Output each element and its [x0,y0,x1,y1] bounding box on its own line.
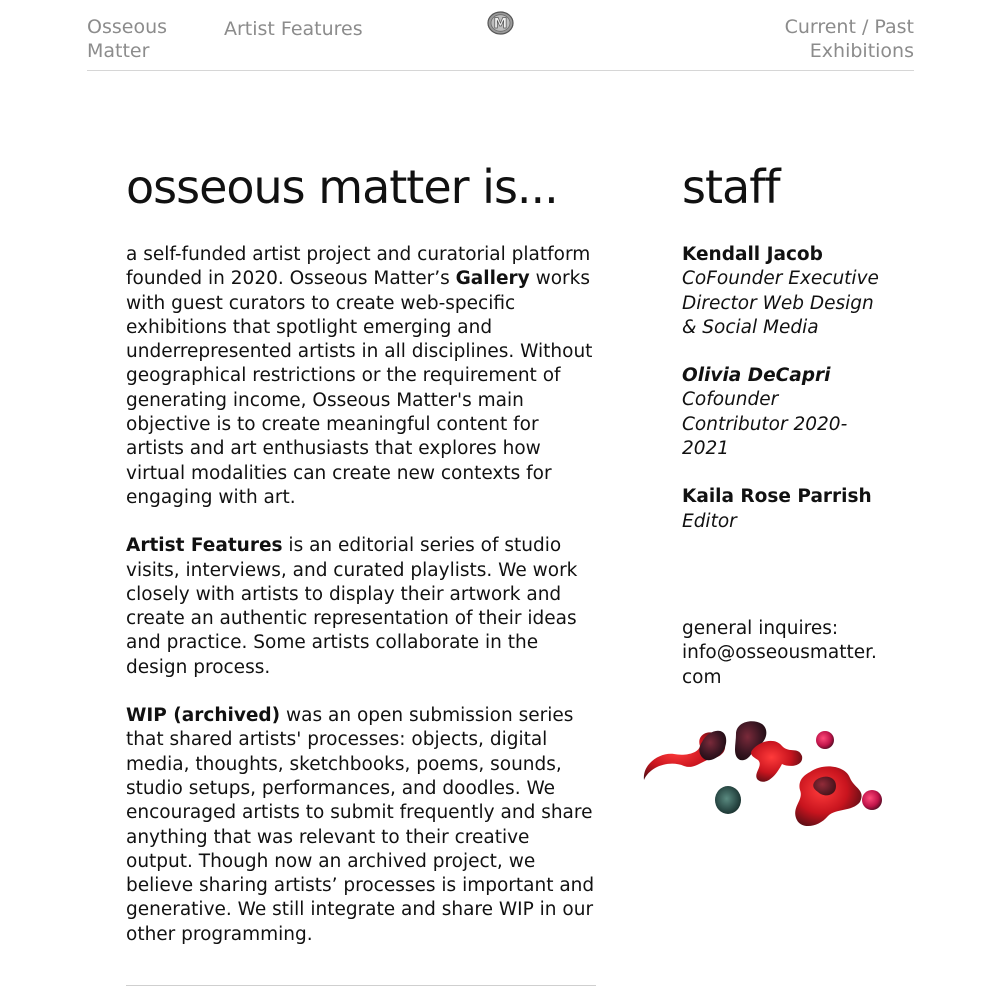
staff-member [682,364,882,461]
about-body [126,243,598,971]
art-blob [816,731,834,749]
staff-member-role: Editor [682,510,737,532]
nav-artist-features-link[interactable]: Artist Features [224,18,363,40]
staff-member-name: Kaila Rose Parrish [682,486,872,508]
artist-features-label: Artist Features [126,535,283,557]
art-blob [715,786,741,814]
staff-title: staff [682,160,780,214]
staff-member [682,243,882,340]
contact-block [682,617,882,690]
decorative-artwork-image [640,716,885,836]
staff-member-role: CoFounder Executive Director Web Design & Social Media [682,268,879,338]
divider [126,985,596,986]
about-paragraph-gallery [126,243,598,510]
about-p2-post: is an editorial series of studio visits, interviews, and curated playlists. We work closely with artists to display their artwork and create an authentic representation of their ideas and practice. Some artists collaborate in the design process. [126,535,578,678]
about-p1-post: works with guest curators to create web-specific exhibitions that spotlight emerging and underrepresented artists in all disciplines. Without geographical restrictions or the requirement of generating income, Osseous Matter's main objective is to create meaningful content for artists and art enthusiasts that explores how virtual modalities can create new contexts for engaging with art. [126,268,593,508]
staff-member-role: Cofounder Contributor 2020-2021 [682,389,848,460]
staff-member-name: Kendall Jacob [682,244,823,265]
wip-label: WIP (archived) [126,705,281,727]
about-p3-post: was an open submission series that shared artists' processes: objects, digital media, thoughts, sketchbooks, poems, sounds, studio setups, performances, and doodles. We encouraged artists to submit frequently and share anything that was relevant to their creative output. Though now an archived project, we believe sharing artists’ processes is important and generative. We still integrate and share WIP in our other programming. [126,705,595,945]
about-title: osseous matter is... [126,160,558,214]
about-p1-pre: a self-funded artist project and curatorial platform founded in 2020. Osseous Matter’s [126,244,591,290]
art-blob [795,766,861,826]
gallery-label: Gallery [455,268,530,290]
site-header [87,0,914,71]
art-blob [751,741,802,782]
art-blob [862,790,882,810]
logo-letter: M [493,16,508,32]
logo-icon[interactable] [487,11,514,35]
about-paragraph-wip [126,704,598,947]
nav-exhibitions-link[interactable]: Current / Past Exhibitions [784,16,914,62]
nav-home-link[interactable]: Osseous Matter [87,16,168,62]
contact-label: general inquires: [682,618,839,639]
about-paragraph-features [126,534,598,680]
staff-list [682,243,882,558]
staff-member-name: Olivia DeCapri [682,365,831,387]
contact-email-link[interactable]: info@osseousmatter.com [682,642,877,688]
staff-member [682,485,882,534]
